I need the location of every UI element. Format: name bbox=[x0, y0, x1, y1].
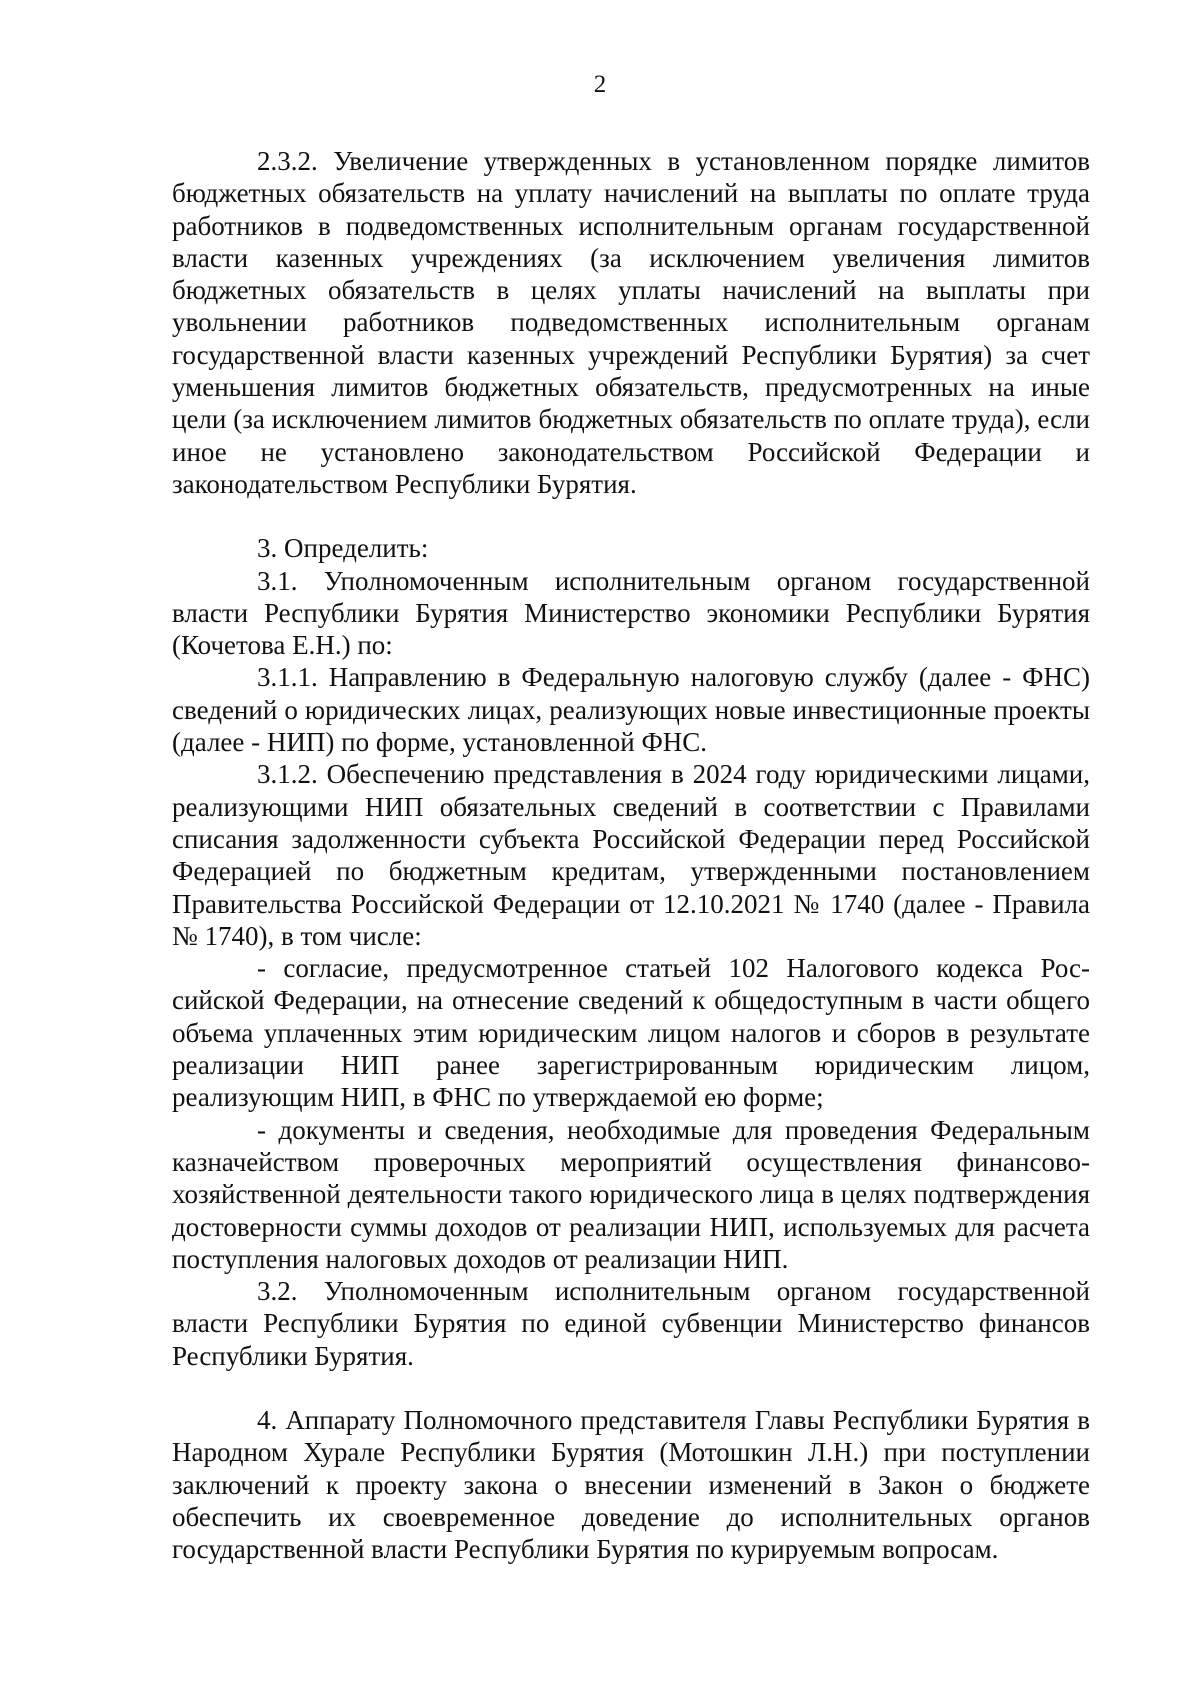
paragraph-3-1-2: 3.1.2. Обеспечению представления в 2024 году юридическими лицами, реализующими НИП обязательных сведений в соответствии с Правилами списания задолженности субъекта Российской Федерации перед Российской Федерацией по бюджетным кредитам, утвержденными постановлением Правительства Российской Федерации от 12.10.2021 № 1740 (далее - Правила № 1740), в том числе: bbox=[172, 759, 1090, 951]
paragraph-4: 4. Аппарату Полномочного представителя Главы Республики Бурятия в Народном Хурале Республики Бурятия (Мотошкин Л.Н.) при поступлении заключений к проекту закона о внесении изменений в Закон о бюджете обеспечить их своевременное доведение до исполнительных органов государственной власти Республики Бурятия по курируемым вопросам. bbox=[172, 1404, 1090, 1565]
document-body bbox=[172, 145, 1090, 1565]
paragraph-consent-item: - согласие, предусмотренное статьей 102 Налогового кодекса Российской Федерации, на отнесение сведений к общедоступным в части общего объема уплаченных этим юридическим лицом налогов и сборов в результате реализации НИП ранее зарегистрированным юридическим лицом, реализующим НИП, в ФНС по утверждаемой ею форме; bbox=[172, 953, 1090, 1113]
paragraph-documents-item: - документы и сведения, необходимые для проведения Федеральным казначейством проверочных мероприятий осуществления финансово-хозяйственной деятельности такого юридического лица в целях подтверждения достоверности суммы доходов от реализации НИП, используемых для расчета поступления налоговых доходов от реализации НИП. bbox=[172, 1114, 1090, 1274]
paragraph-3-1-1: 3.1.1. Направлению в Федеральную налоговую службу (далее - ФНС) сведений о юридических лицах, реализующих новые инвестиционные проекты (далее - НИП) по форме, установленной ФНС. bbox=[172, 662, 1090, 758]
page-number: 2 bbox=[593, 71, 607, 98]
paragraph-2-3-2: 2.3.2. Увеличение утвержденных в установленном порядке лимитов бюджетных обязательств на уплату начислений на выплаты по оплате труда работников в подведомственных исполнительным органам государственной власти казенных учреждениях (за исключением увеличения лимитов бюджетных обязательств в целях уплаты начислений на выплаты при увольнении работников подведомственных исполнительным органам государственной власти казенных учреждений Республики Бурятия) за счет уменьшения лимитов бюджетных обязательств, предусмотренных на иные цели (за исключением лимитов бюджетных обязательств по оплате труда), если иное не установлено законодательством Российской Федерации и законодательством Республики Бурятия. bbox=[172, 146, 1090, 499]
paragraph-3-1: 3.1. Уполномоченным исполнительным органом государственной власти Республики Бурятия Министерство экономики Республики Бурятия (Кочетова Е.Н.) по: bbox=[172, 565, 1090, 661]
paragraph-3-2: 3.2. Уполномоченным исполнительным органом государственной власти Республики Бурятия по единой субвенции Министерство финансов Республики Бурятия. bbox=[172, 1276, 1090, 1371]
paragraph-3-heading: 3. Определить: bbox=[257, 533, 429, 564]
